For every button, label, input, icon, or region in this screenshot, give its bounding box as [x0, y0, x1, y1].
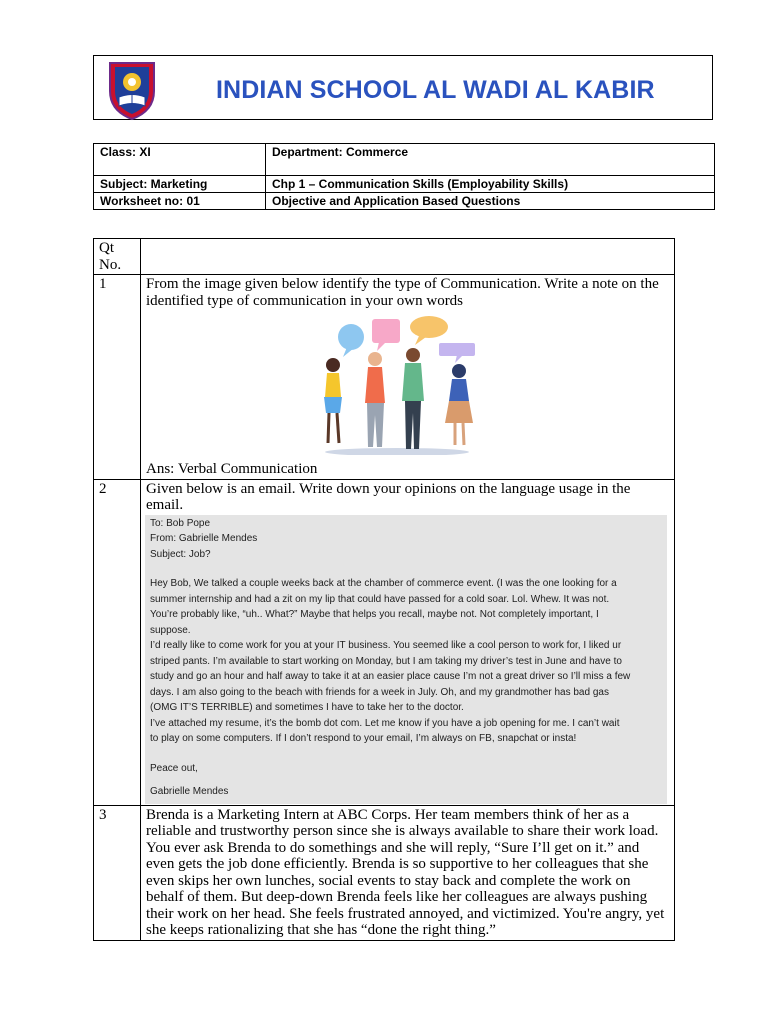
people-talking-illustration — [309, 315, 489, 455]
email-to: To: Bob Pope — [150, 517, 211, 529]
subject-cell: Subject: Marketing — [94, 176, 266, 193]
email-line: study and go an hour and half away to take it at an easier place cause I’m not a great driver so I’ll miss a few — [150, 671, 631, 682]
email-line: (OMG IT’S TERRIBLE) and sometimes I have to take her to the doctor. — [150, 702, 464, 713]
email-line: suppose. — [150, 624, 191, 636]
email-line: I’d really like to come work for you at your IT business. You seemed like a cool person to work for, I liked ur — [150, 640, 622, 651]
worksheet-info-table — [93, 143, 715, 210]
email-line: summer internship and had a zit on my lip that could have passed for a cold soar. Lol. Whew. It was not. — [150, 593, 610, 605]
question-text: Brenda is a Marketing Intern at ABC Corps. Her team members think of her as a reliable and trustworthy person since she is always available to share their work load. You ever ask Brenda to do somethings and she will reply, “Sure I’ll get on it.” and even gets the job done efficiently. Brenda is so supportive to her colleagues that she even skips her own lunches, social events to stay back and complete the work on behalf of them. But deep-down Brenda feels like her colleagues are always pushing their work on her head. She feels frustrated annoyed, and victimized. You're angry, yet she keeps rationalizing that she has “done the right thing.” — [146, 806, 665, 938]
answer-text: Ans: Verbal Communication — [146, 461, 318, 477]
question-number: 1 — [94, 275, 141, 480]
worksheet-number-cell: Worksheet no: 01 — [94, 193, 266, 210]
email-line: Hey Bob, We talked a couple weeks back at the chamber of commerce event. (I was the one looking for a — [150, 578, 617, 589]
table-row — [94, 805, 675, 940]
question-cell — [141, 275, 675, 480]
chapter-cell: Chp 1 – Communication Skills (Employability Skills) — [266, 176, 715, 193]
question-number: 2 — [94, 479, 141, 805]
table-row — [94, 275, 675, 480]
email-line: days. I am also going to the beach with friends for a week in July. Oh, and my grandmother has bad gas — [150, 686, 609, 698]
email-subject: Subject: Job? — [150, 548, 211, 560]
email-line: You’re probably like, “uh.. What?” Maybe that helps you recall, maybe not. Not completely important, I — [150, 609, 599, 620]
school-name: INDIAN SCHOOL AL WADI AL KABIR — [216, 76, 655, 104]
question-header — [141, 239, 675, 275]
question-cell — [141, 805, 675, 940]
email-from: From: Gabrielle Mendes — [150, 533, 258, 544]
question-number: 3 — [94, 805, 141, 940]
email-image — [145, 515, 667, 804]
email-signoff: Peace out, — [150, 762, 198, 774]
department-cell: Department: Commerce — [266, 144, 715, 176]
question-cell — [141, 479, 675, 805]
email-line: to play on some computers. If I don’t respond to your email, I’m always on FB, snapchat or insta! — [150, 733, 577, 744]
table-row — [94, 479, 675, 805]
questions-table — [93, 238, 675, 941]
table-header-row — [94, 239, 675, 275]
school-crest-icon — [104, 59, 160, 121]
email-signature: Gabrielle Mendes — [150, 786, 229, 797]
email-line: striped pants. I’m available to start working on Monday, but I am taking my driver’s test in June and have to — [150, 655, 622, 667]
class-cell: Class: XI — [94, 144, 266, 176]
school-header — [93, 55, 713, 120]
qt-no-header: Qt No. — [94, 239, 141, 275]
worksheet-type-cell: Objective and Application Based Questions — [266, 193, 715, 210]
email-line: I’ve attached my resume, it’s the bomb dot com. Let me know if you have a job opening for me. I can’t wait — [150, 717, 620, 729]
question-text: Given below is an email. Write down your opinions on the language usage in the email. — [146, 480, 631, 513]
question-text: From the image given below identify the type of Communication. Write a note on the identified type of communication in your own words — [146, 276, 659, 309]
